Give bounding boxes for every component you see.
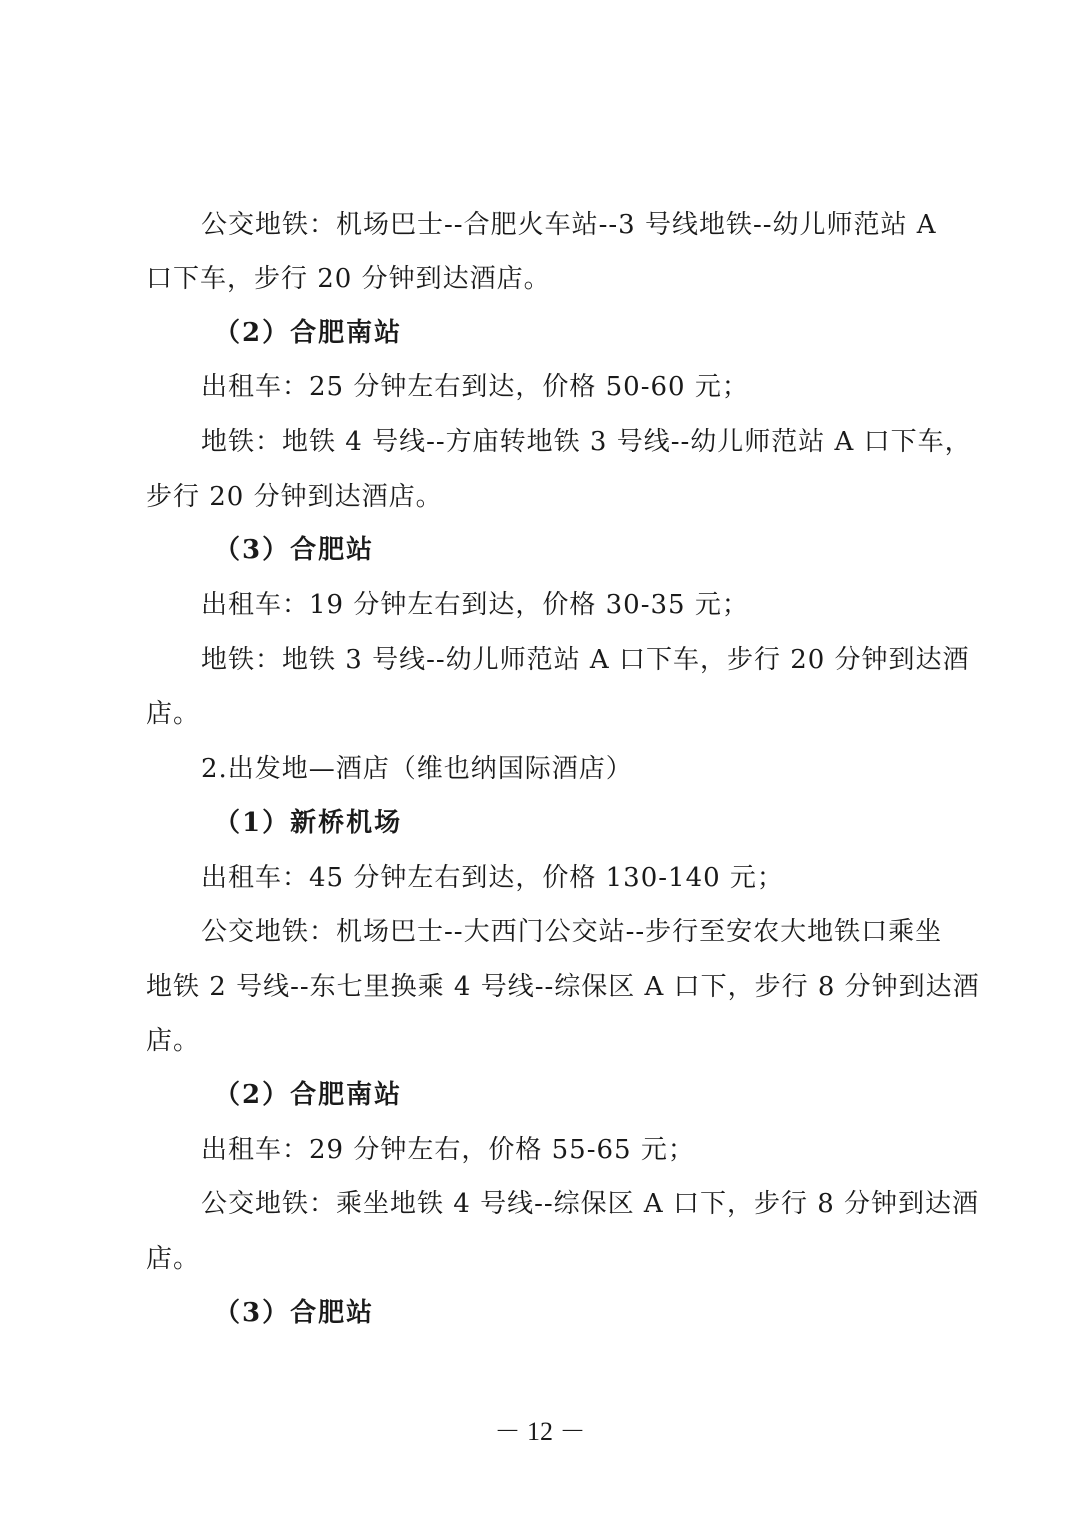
section-heading: （2）合肥南站 bbox=[214, 1080, 403, 1110]
section-heading: （3）合肥站 bbox=[214, 1298, 375, 1328]
text-line: 步行 20 分钟到达酒店。 bbox=[146, 482, 443, 512]
text-line: 口下车，步行 20 分钟到达酒店。 bbox=[146, 264, 551, 294]
text-line: 店。 bbox=[146, 1026, 201, 1056]
text-line: 店。 bbox=[146, 1244, 201, 1274]
text-line: 出租车：25 分钟左右到达，价格 50-60 元； bbox=[201, 372, 749, 402]
text-line: 出租车：19 分钟左右到达，价格 30-35 元； bbox=[201, 590, 749, 620]
text-line: 出租车：45 分钟左右到达，价格 130-140 元； bbox=[201, 863, 784, 893]
section-heading: （1）新桥机场 bbox=[214, 808, 403, 838]
text-line: 出租车：29 分钟左右，价格 55-65 元； bbox=[201, 1135, 695, 1165]
text-line: 地铁：地铁 3 号线--幼儿师范站 A 口下车，步行 20 分钟到达酒 bbox=[201, 645, 970, 675]
section-heading: （3）合肥站 bbox=[214, 535, 375, 565]
text-line: 公交地铁：机场巴士--大西门公交站--步行至安农大地铁口乘坐 bbox=[201, 917, 943, 947]
text-line: 店。 bbox=[146, 699, 201, 729]
text-line: 公交地铁：乘坐地铁 4 号线--综保区 A 口下，步行 8 分钟到达酒 bbox=[201, 1189, 980, 1219]
text-line: 地铁：地铁 4 号线--方庙转地铁 3 号线--幼儿师范站 A 口下车， bbox=[201, 427, 972, 457]
text-line: 公交地铁：机场巴士--合肥火车站--3 号线地铁--幼儿师范站 A bbox=[201, 210, 937, 240]
page-number: － 12 － bbox=[494, 1417, 586, 1446]
section-heading: （2）合肥南站 bbox=[214, 318, 403, 348]
text-line: 地铁 2 号线--东七里换乘 4 号线--综保区 A 口下，步行 8 分钟到达酒 bbox=[146, 972, 980, 1002]
section-title: 2.出发地—酒店（维也纳国际酒店） bbox=[201, 754, 633, 784]
